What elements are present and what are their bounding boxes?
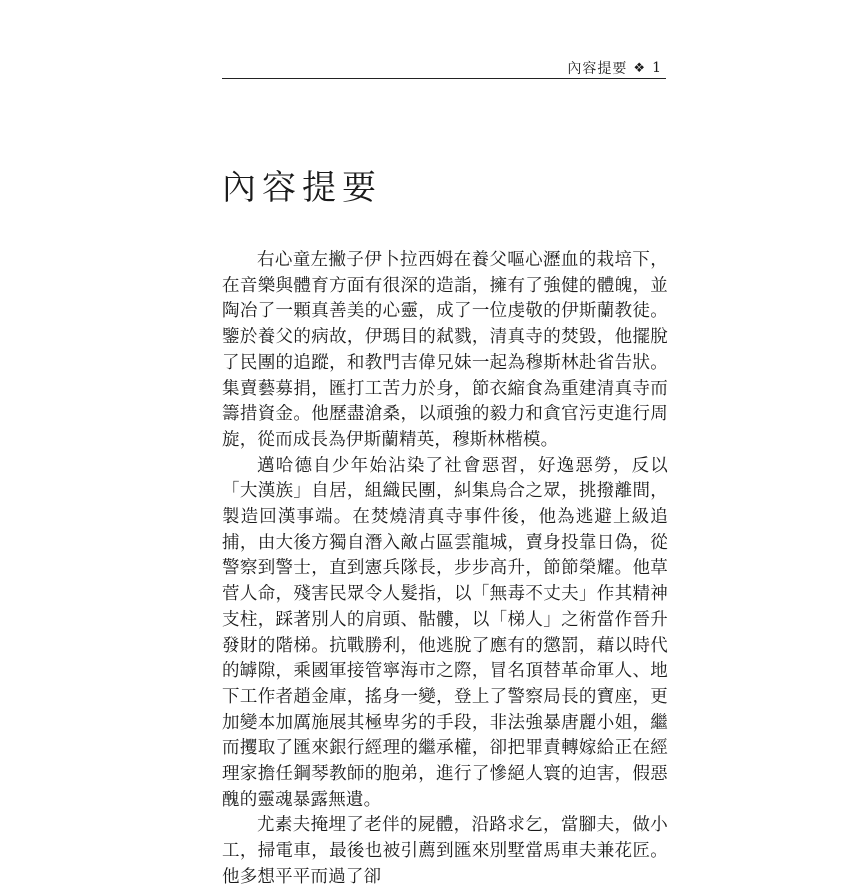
paragraph-yusuf: 尤素夫掩埋了老伴的屍體，沿路求乞，當腳夫，做小工，掃電車，最後也被引薦到匯來別墅當馬車夫兼花匠。他多想平平而過了卻	[222, 815, 668, 887]
body-text	[222, 248, 668, 891]
running-header	[567, 58, 662, 78]
running-header-section: 內容提要	[567, 61, 628, 77]
header-rule	[222, 78, 666, 79]
paragraph-ibrahim: 右心童左撇子伊卜拉西姆在養父嘔心瀝血的栽培下，在音樂與體育方面有很深的造詣，擁有了強健的體魄，並陶冶了一顆真善美的心靈，成了一位虔敬的伊斯蘭教徒。鑒於養父的病故，伊瑪目的弒戮，清真寺的焚毀，他擺脫了民團的追蹤，和教門吉偉兄妹一起為穆斯林赴省告狀。集賣藝募捐，匯打工苦力於身，節衣縮食為重建清真寺而籌措資金。他歷盡滄桑，以頑強的毅力和貪官污吏進行周旋，從而成長為伊斯蘭精英，穆斯林楷模。	[222, 250, 668, 450]
ornament-icon: ❖	[633, 60, 647, 76]
page-number: 1	[652, 60, 662, 76]
paragraph-maihade: 邁哈德自少年始沾染了社會惡習，好逸惡勞，反以「大漢族」自居，組織民團，糾集烏合之眾，挑撥離間，製造回漢事端。在焚燒清真寺事件後，他為逃避上級追捕，由大後方獨自潛入敵占區雲龍城，賣身投靠日偽，從警察到警士，直到憲兵隊長，步步高升，節節榮耀。他草菅人命，殘害民眾令人髮指，以「無毒不丈夫」作其精神支柱，踩著別人的肩頭、骷髏，以「梯人」之術當作晉升發財的階梯。抗戰勝利，他逃脫了應有的懲罰，藉以時代的罅隙，乘國軍接管寧海市之際，冒名頂替革命軍人、地下工作者趙金庫，搖身一變，登上了警察局長的寶座，更加變本加厲施展其極卑劣的手段，非法強暴唐麗小姐，繼而攫取了匯來銀行經理的繼承權，卻把罪責轉嫁給正在經理家擔任鋼琴教師的胞弟，進行了慘絕人寰的迫害，假惡醜的靈魂暴露無遺。	[222, 455, 668, 810]
chapter-title: 內容提要	[222, 168, 382, 208]
